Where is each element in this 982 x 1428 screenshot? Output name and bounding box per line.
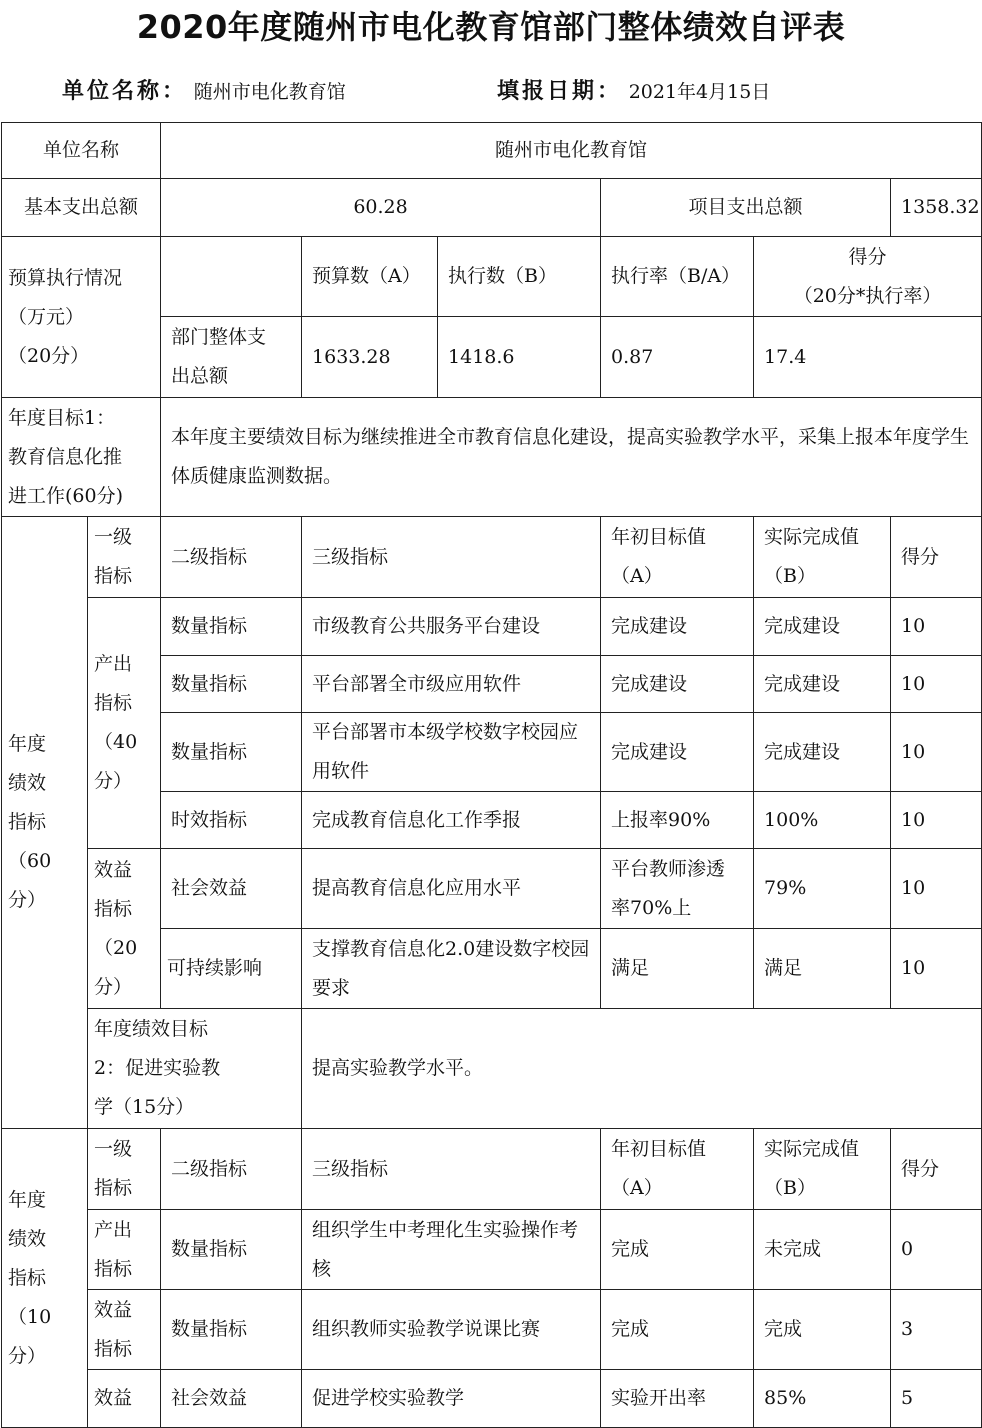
target-cell: 完成 [601,1290,754,1370]
table-row [2,1370,982,1428]
target-cell: 满足 [601,929,754,1009]
goal2-label-line: 年度绩效目标 [94,1018,209,1040]
group-label-line: 指标 [94,692,133,714]
goal1-text: 本年度主要绩效目标为继续推进全市教育信息化建设，提高实验教学水平，采集上报本年度学生体质健康监测数据。 [161,398,982,517]
perf2-label [2,1129,88,1428]
header-line: 一级 [94,1138,133,1160]
actual-cell: 完成建设 [754,598,891,656]
budget-header-score [754,237,982,317]
goal2-label-line: 2：促进实验教 [94,1057,221,1079]
goal2-text: 提高实验教学水平。 [302,1009,982,1129]
self-evaluation-table [1,122,982,1428]
header-line: （B） [764,565,816,587]
row-label-line: 出总额 [171,365,229,387]
score-cell: 10 [891,792,982,849]
actual-cell: 79% [754,849,891,929]
level3-cell: 促进学校实验教学 [302,1370,601,1428]
goal1-label-line: 教育信息化推 [8,445,123,468]
perf1-label [2,517,88,1129]
unit-name-label: 单位名称 [2,123,161,179]
level2-cell: 数量指标 [161,1290,302,1370]
score-cell: 3 [891,1290,982,1370]
target-cell: 上报率90% [601,792,754,849]
header-score: 得分 [891,517,982,598]
budget-row-label [161,317,302,398]
budget-label-line: （万元） [8,305,85,328]
perf2-label-line: 年度 [8,1188,47,1211]
level3-cell: 市级教育公共服务平台建设 [302,598,601,656]
budget-score-value: 17.4 [754,317,982,398]
actual-cell: 未完成 [754,1210,891,1290]
header-level3: 三级指标 [302,1129,601,1210]
score-cell: 10 [891,598,982,656]
budget-label [2,237,161,398]
actual-cell: 完成建设 [754,713,891,792]
group-label-line: 分） [94,770,133,792]
level1-line: 效益 [94,1298,133,1321]
level2-cell: 社会效益 [161,849,302,929]
group-label-line: （40 [94,731,138,753]
row-label-line: 部门整体支 [171,326,267,348]
header-target [601,1129,754,1210]
level3-cell: 平台部署市本级学校数字校园应用软件 [302,713,601,792]
goal1-label-line: 年度目标1： [8,406,116,429]
header-level2: 二级指标 [161,517,302,598]
header-actual [754,517,891,598]
header-level3: 三级指标 [302,517,601,598]
level2-cell: 数量指标 [161,598,302,656]
group-label-line: 效益 [94,858,133,881]
date-label: 填报日期： [497,79,623,104]
score-cell: 10 [891,849,982,929]
basic-expense-label: 基本支出总额 [2,179,161,237]
header-line: （A） [611,1177,663,1199]
header-line: （A） [611,565,663,587]
target-cell: 平台教师渗透率70%上 [601,849,754,929]
budget-label-line: （20分） [8,344,90,367]
header-target [601,517,754,598]
group-label-line: （20 [94,936,138,959]
rate-value: 0.87 [601,317,754,398]
budget-header-b: 执行数（B） [438,237,601,317]
level3-cell: 平台部署全市级应用软件 [302,656,601,713]
level1-line: 产出 [94,1218,133,1241]
score-cell: 10 [891,656,982,713]
perf1-label-line: （60 [8,850,52,872]
perf1-group-output [88,598,161,849]
level2-cell: 数量指标 [161,656,302,713]
header-line: 一级 [94,526,133,548]
actual-cell: 100% [754,792,891,849]
actual-cell: 满足 [754,929,891,1009]
score-cell: 10 [891,713,982,792]
actual-cell: 完成建设 [754,656,891,713]
group-label-line: 产出 [94,653,133,675]
unit-value: 随州市电化教育馆 [193,81,346,103]
unit-label: 单位名称： [62,79,188,104]
level1-cell [88,1210,161,1290]
basic-expense-value: 60.28 [161,179,601,237]
actual-cell: 85% [754,1370,891,1428]
score-cell: 5 [891,1370,982,1428]
level2-cell: 可持续影响 [161,929,302,1009]
executed-b-value: 1418.6 [438,317,601,398]
header-line: 年初目标值 [611,526,707,548]
goal1-label [2,398,161,517]
perf2-label-line: （10 [8,1305,52,1328]
level2-cell: 数量指标 [161,1210,302,1290]
target-cell: 完成建设 [601,713,754,792]
perf2-label-line: 分） [8,1344,47,1367]
header-line: 年初目标值 [611,1138,707,1160]
project-expense-value: 1358.32 [891,179,982,237]
project-expense-label: 项目支出总额 [601,179,891,237]
unit-info [62,74,346,105]
score-header-line: 得分 [848,245,887,268]
level3-cell: 组织教师实验教学说课比赛 [302,1290,601,1370]
header-score: 得分 [891,1129,982,1210]
level3-cell: 支撑教育信息化2.0建设数字校园要求 [302,929,601,1009]
table-row [2,1290,982,1370]
level3-cell: 组织学生中考理化生实验操作考核 [302,1210,601,1290]
header-line: 指标 [94,565,133,587]
budget-a-value: 1633.28 [302,317,438,398]
level2-cell: 时效指标 [161,792,302,849]
header-line: 实际完成值 [764,1138,860,1160]
budget-empty-header [161,237,302,317]
group-label-line: 指标 [94,897,133,920]
date-value: 2021年4月15日 [628,81,771,103]
header-level1 [88,517,161,598]
table-row [2,598,982,656]
target-cell: 完成 [601,1210,754,1290]
target-cell: 实验开出率 [601,1370,754,1428]
header-level1 [88,1129,161,1210]
header-line: 实际完成值 [764,526,860,548]
goal2-label-line: 学（15分） [94,1096,195,1118]
group-label-line: 分） [94,975,133,998]
level3-cell: 提高教育信息化应用水平 [302,849,601,929]
budget-label-line: 预算执行情况 [8,266,123,289]
budget-header-rate: 执行率（B/A） [601,237,754,317]
date-info [497,74,770,105]
score-cell: 0 [891,1210,982,1290]
level1-cell [88,1290,161,1370]
perf1-label-line: 分） [8,889,47,911]
level1-line: 指标 [94,1337,133,1360]
score-header-line: （20分*执行率） [793,284,942,307]
perf1-label-line: 指标 [8,811,47,833]
goal1-label-line: 进工作(60分) [8,484,124,507]
goal2-label [88,1009,302,1129]
table-row [2,1210,982,1290]
level1-cell [88,1370,161,1428]
header-level2: 二级指标 [161,1129,302,1210]
header-line: 指标 [94,1177,133,1199]
table-row [2,849,982,929]
perf2-label-line: 指标 [8,1266,47,1289]
page-title: 2020年度随州市电化教育馆部门整体绩效自评表 [136,8,846,46]
budget-header-a: 预算数（A） [302,237,438,317]
perf1-label-line: 年度 [8,733,47,755]
target-cell: 完成建设 [601,656,754,713]
target-cell: 完成建设 [601,598,754,656]
unit-name-value: 随州市电化教育馆 [161,123,982,179]
score-cell: 10 [891,929,982,1009]
header-line: （B） [764,1177,816,1199]
level2-cell: 数量指标 [161,713,302,792]
level2-cell: 社会效益 [161,1370,302,1428]
level1-line: 指标 [94,1257,133,1280]
actual-cell: 完成 [754,1290,891,1370]
level1-line: 效益 [94,1387,133,1409]
level3-cell: 完成教育信息化工作季报 [302,792,601,849]
perf2-label-line: 绩效 [8,1227,47,1250]
header-actual [754,1129,891,1210]
perf1-label-line: 绩效 [8,772,47,794]
perf1-group-benefit [88,849,161,1009]
